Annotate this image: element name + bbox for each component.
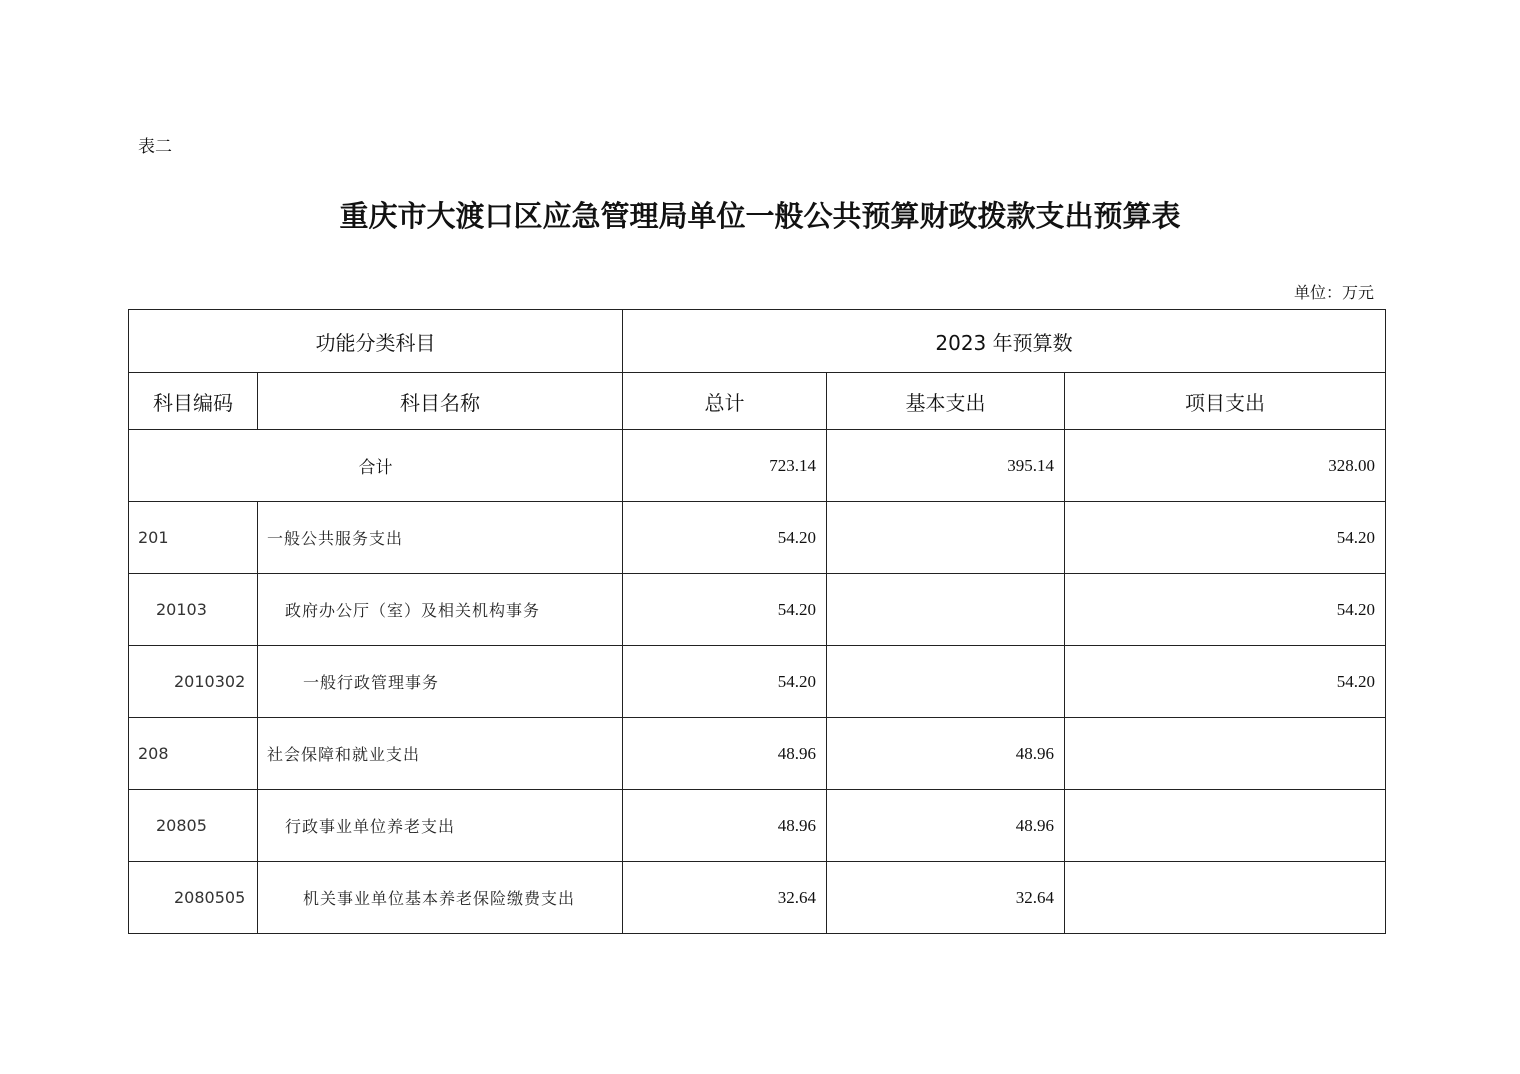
budget-table <box>128 309 1386 934</box>
row-name: 政府办公厅（室）及相关机构事务 <box>258 574 623 646</box>
header-row-columns <box>129 373 1386 430</box>
row-total: 54.20 <box>623 502 827 574</box>
row-total: 48.96 <box>623 790 827 862</box>
table-row <box>129 502 1386 574</box>
row-project: 54.20 <box>1065 574 1386 646</box>
row-total: 32.64 <box>623 862 827 934</box>
row-basic <box>827 646 1065 718</box>
row-code: 2080505 <box>129 862 258 934</box>
row-basic <box>827 502 1065 574</box>
table-row <box>129 718 1386 790</box>
header-row-group <box>129 310 1386 373</box>
row-code: 2010302 <box>129 646 258 718</box>
header-project: 项目支出 <box>1065 373 1386 430</box>
document-title: 重庆市大渡口区应急管理局单位一般公共预算财政拨款支出预算表 <box>339 199 1181 233</box>
row-project: 54.20 <box>1065 646 1386 718</box>
total-label: 合计 <box>129 430 623 502</box>
row-name: 一般行政管理事务 <box>258 646 623 718</box>
header-basic: 基本支出 <box>827 373 1065 430</box>
row-name: 机关事业单位基本养老保险缴费支出 <box>258 862 623 934</box>
header-code: 科目编码 <box>129 373 258 430</box>
row-name: 一般公共服务支出 <box>258 502 623 574</box>
row-project: 54.20 <box>1065 502 1386 574</box>
row-project <box>1065 718 1386 790</box>
row-code: 20103 <box>129 574 258 646</box>
table-label: 表二 <box>138 137 172 157</box>
total-total: 723.14 <box>623 430 827 502</box>
row-code: 201 <box>129 502 258 574</box>
row-code: 20805 <box>129 790 258 862</box>
header-function-category: 功能分类科目 <box>129 310 623 373</box>
row-total: 54.20 <box>623 646 827 718</box>
row-name: 社会保障和就业支出 <box>258 718 623 790</box>
row-basic: 48.96 <box>827 790 1065 862</box>
header-total: 总计 <box>623 373 827 430</box>
table-row <box>129 574 1386 646</box>
row-basic: 48.96 <box>827 718 1065 790</box>
header-name: 科目名称 <box>258 373 623 430</box>
row-name: 行政事业单位养老支出 <box>258 790 623 862</box>
header-budget-year: 2023 年预算数 <box>623 310 1386 373</box>
table-row <box>129 862 1386 934</box>
row-basic: 32.64 <box>827 862 1065 934</box>
total-project: 328.00 <box>1065 430 1386 502</box>
unit-note: 单位：万元 <box>1293 283 1374 302</box>
table-row <box>129 646 1386 718</box>
row-basic <box>827 574 1065 646</box>
total-row <box>129 430 1386 502</box>
row-total: 48.96 <box>623 718 827 790</box>
total-basic: 395.14 <box>827 430 1065 502</box>
row-total: 54.20 <box>623 574 827 646</box>
row-project <box>1065 790 1386 862</box>
row-code: 208 <box>129 718 258 790</box>
row-project <box>1065 862 1386 934</box>
table-row <box>129 790 1386 862</box>
